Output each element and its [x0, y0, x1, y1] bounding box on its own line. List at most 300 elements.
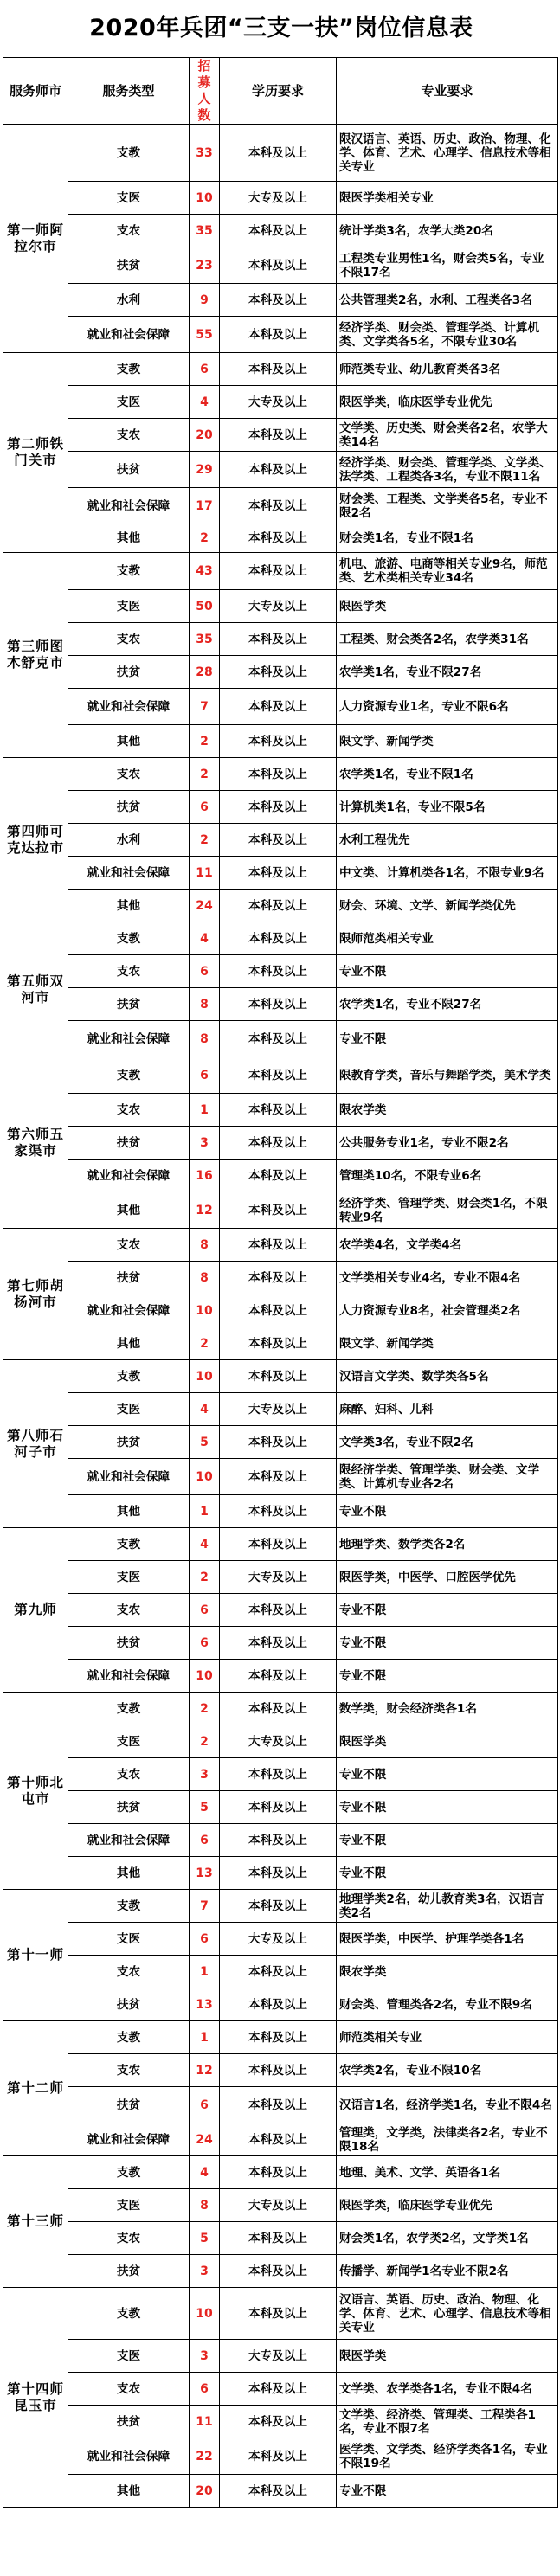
recruit-count-cell: 6	[190, 791, 220, 824]
recruit-count-cell: 1	[190, 1094, 220, 1127]
major-requirement-cell: 专业不限	[337, 1791, 558, 1824]
table-row	[3, 2288, 558, 2340]
education-cell: 大专及以上	[220, 386, 337, 419]
major-requirement-cell: 限医学类，中医学、护理学类各1名	[337, 1923, 558, 1956]
table-row	[3, 1824, 558, 1857]
recruit-count-cell: 4	[190, 1393, 220, 1426]
recruit-count-cell: 5	[190, 1791, 220, 1824]
recruit-count-cell: 4	[190, 2156, 220, 2189]
service-type-cell: 就业和社会保障	[68, 689, 190, 725]
table-row	[3, 2021, 558, 2054]
service-type-cell: 就业和社会保障	[68, 1160, 190, 1192]
table-row	[3, 1021, 558, 1057]
service-type-cell: 扶贫	[68, 1426, 190, 1459]
table-row	[3, 1393, 558, 1426]
education-cell: 本科及以上	[220, 857, 337, 890]
major-requirement-cell: 师范类相关专业	[337, 2021, 558, 2054]
service-type-cell: 支教	[68, 1693, 190, 1725]
recruit-count-cell: 6	[190, 1824, 220, 1857]
major-requirement-cell: 财会类、管理类各2名，专业不限9名	[337, 1988, 558, 2021]
service-type-cell: 支农	[68, 419, 190, 452]
recruit-count-cell: 28	[190, 656, 220, 689]
education-cell: 本科及以上	[220, 1660, 337, 1693]
service-type-cell: 支农	[68, 2222, 190, 2255]
recruit-count-cell: 6	[190, 955, 220, 988]
recruit-count-cell: 10	[190, 182, 220, 215]
table-row	[3, 656, 558, 689]
recruit-count-cell: 24	[190, 890, 220, 922]
education-cell: 本科及以上	[220, 2406, 337, 2438]
recruit-count-cell: 24	[190, 2123, 220, 2156]
service-type-cell: 扶贫	[68, 656, 190, 689]
education-cell: 本科及以上	[220, 2438, 337, 2475]
education-cell: 本科及以上	[220, 215, 337, 247]
table-row	[3, 689, 558, 725]
table-row	[3, 1956, 558, 1988]
education-cell: 本科及以上	[220, 125, 337, 182]
service-type-cell: 水利	[68, 824, 190, 857]
service-type-cell: 其他	[68, 1857, 190, 1890]
major-requirement-cell: 医学类、文学类、经济学类各1名，专业不限19名	[337, 2438, 558, 2475]
major-requirement-cell: 限医学类，临床医学专业优先	[337, 386, 558, 419]
education-cell: 本科及以上	[220, 2054, 337, 2087]
service-type-cell: 就业和社会保障	[68, 857, 190, 890]
service-type-cell: 支农	[68, 955, 190, 988]
education-cell: 本科及以上	[220, 2222, 337, 2255]
service-type-cell: 扶贫	[68, 2406, 190, 2438]
major-requirement-cell: 统计学类3名，农学大类20名	[337, 215, 558, 247]
recruit-count-cell: 4	[190, 1528, 220, 1561]
table-row	[3, 1160, 558, 1192]
table-row	[3, 725, 558, 758]
major-requirement-cell: 限教育学类，音乐与舞蹈学类，美术学类	[337, 1057, 558, 1094]
table-row	[3, 1262, 558, 1294]
table-body	[3, 125, 558, 2508]
recruit-count-cell: 3	[190, 2340, 220, 2373]
education-cell: 大专及以上	[220, 1725, 337, 1758]
education-cell: 大专及以上	[220, 590, 337, 623]
table-row	[3, 824, 558, 857]
education-cell: 本科及以上	[220, 553, 337, 590]
table-row	[3, 2406, 558, 2438]
education-cell: 本科及以上	[220, 2475, 337, 2508]
major-requirement-cell: 经济学类、财会类、管理学类、计算机类、文学类各5名，不限专业30名	[337, 317, 558, 353]
major-requirement-cell: 农学类1名，专业不限27名	[337, 988, 558, 1021]
table-row	[3, 1890, 558, 1923]
service-type-cell: 支教	[68, 353, 190, 386]
service-type-cell: 支医	[68, 590, 190, 623]
table-row	[3, 2438, 558, 2475]
service-type-cell: 扶贫	[68, 1627, 190, 1660]
service-type-cell: 扶贫	[68, 791, 190, 824]
service-type-cell: 就业和社会保障	[68, 1021, 190, 1057]
education-cell: 本科及以上	[220, 1791, 337, 1824]
service-type-cell: 扶贫	[68, 1127, 190, 1160]
recruit-count-cell: 2	[190, 824, 220, 857]
recruit-count-cell: 17	[190, 488, 220, 524]
service-type-cell: 其他	[68, 1327, 190, 1360]
service-type-cell: 支农	[68, 1229, 190, 1262]
recruit-count-cell: 3	[190, 2255, 220, 2288]
education-cell: 本科及以上	[220, 317, 337, 353]
service-type-cell: 其他	[68, 2475, 190, 2508]
education-cell: 本科及以上	[220, 1021, 337, 1057]
education-cell: 本科及以上	[220, 1426, 337, 1459]
education-cell: 本科及以上	[220, 1988, 337, 2021]
division-cell: 第七师胡杨河市	[3, 1229, 68, 1360]
header-type: 服务类型	[68, 58, 190, 125]
recruit-count-cell: 3	[190, 1758, 220, 1791]
education-cell: 本科及以上	[220, 1758, 337, 1791]
service-type-cell: 支教	[68, 1057, 190, 1094]
table-row	[3, 1094, 558, 1127]
table-row	[3, 1495, 558, 1528]
table-row	[3, 2054, 558, 2087]
table-row	[3, 353, 558, 386]
service-type-cell: 支教	[68, 553, 190, 590]
division-cell: 第八师石河子市	[3, 1360, 68, 1528]
education-cell: 本科及以上	[220, 1824, 337, 1857]
education-cell: 本科及以上	[220, 2087, 337, 2123]
table-row	[3, 284, 558, 317]
service-type-cell: 其他	[68, 725, 190, 758]
education-cell: 本科及以上	[220, 758, 337, 791]
recruit-count-cell: 29	[190, 452, 220, 488]
service-type-cell: 其他	[68, 890, 190, 922]
service-type-cell: 支医	[68, 1393, 190, 1426]
service-type-cell: 支农	[68, 1594, 190, 1627]
major-requirement-cell: 数学类，财会经济类各1名	[337, 1693, 558, 1725]
major-requirement-cell: 经济学类、财会类、管理学类、文学类、法学类、工程类各3名，专业不限11名	[337, 452, 558, 488]
education-cell: 本科及以上	[220, 452, 337, 488]
service-type-cell: 支教	[68, 1360, 190, 1393]
major-requirement-cell: 中文类、计算机类各1名，不限专业9名	[337, 857, 558, 890]
table-row	[3, 524, 558, 553]
division-cell: 第十四师昆玉市	[3, 2288, 68, 2508]
major-requirement-cell: 水利工程优先	[337, 824, 558, 857]
recruit-count-cell: 10	[190, 1459, 220, 1495]
major-requirement-cell: 传播学、新闻学1名专业不限2名	[337, 2255, 558, 2288]
major-requirement-cell: 专业不限	[337, 1495, 558, 1528]
division-cell: 第三师图木舒克市	[3, 553, 68, 758]
service-type-cell: 扶贫	[68, 988, 190, 1021]
table-row	[3, 955, 558, 988]
recruit-count-cell: 4	[190, 922, 220, 955]
education-cell: 本科及以上	[220, 1528, 337, 1561]
table-row	[3, 857, 558, 890]
service-type-cell: 扶贫	[68, 247, 190, 284]
service-type-cell: 扶贫	[68, 452, 190, 488]
table-row	[3, 1057, 558, 1094]
recruit-count-cell: 16	[190, 1160, 220, 1192]
service-type-cell: 支农	[68, 215, 190, 247]
service-type-cell: 支教	[68, 922, 190, 955]
major-requirement-cell: 文学类3名，专业不限2名	[337, 1426, 558, 1459]
major-requirement-cell: 麻醉、妇科、儿科	[337, 1393, 558, 1426]
table-row	[3, 2123, 558, 2156]
recruit-count-cell: 20	[190, 2475, 220, 2508]
table-row	[3, 1459, 558, 1495]
table-row	[3, 2373, 558, 2406]
education-cell: 本科及以上	[220, 656, 337, 689]
table-header-row	[3, 58, 558, 125]
service-type-cell: 支农	[68, 1758, 190, 1791]
table-row	[3, 1229, 558, 1262]
major-requirement-cell: 专业不限	[337, 2475, 558, 2508]
major-requirement-cell: 人力资源专业1名，专业不限6名	[337, 689, 558, 725]
service-type-cell: 就业和社会保障	[68, 2123, 190, 2156]
division-cell: 第九师	[3, 1528, 68, 1693]
recruit-count-cell: 1	[190, 1495, 220, 1528]
table-row	[3, 386, 558, 419]
recruit-count-cell: 50	[190, 590, 220, 623]
recruit-count-cell: 2	[190, 1327, 220, 1360]
table-row	[3, 1594, 558, 1627]
major-requirement-cell: 汉语言、英语、历史、政治、物理、化学、体育、艺术、心理学、信息技术等相关专业	[337, 2288, 558, 2340]
education-cell: 本科及以上	[220, 1327, 337, 1360]
service-type-cell: 支农	[68, 1956, 190, 1988]
table-row	[3, 2087, 558, 2123]
education-cell: 本科及以上	[220, 1057, 337, 1094]
education-cell: 本科及以上	[220, 2255, 337, 2288]
recruit-count-cell: 6	[190, 1594, 220, 1627]
education-cell: 本科及以上	[220, 890, 337, 922]
service-type-cell: 扶贫	[68, 2087, 190, 2123]
education-cell: 本科及以上	[220, 2156, 337, 2189]
recruit-count-cell: 5	[190, 2222, 220, 2255]
major-requirement-cell: 文学类、历史类、财会类各2名，农学大类14名	[337, 419, 558, 452]
table-row	[3, 1360, 558, 1393]
table-row	[3, 922, 558, 955]
table-row	[3, 2340, 558, 2373]
major-requirement-cell: 地理学类2名，幼儿教育类3名，汉语言类2名	[337, 1890, 558, 1923]
recruit-count-cell: 10	[190, 2288, 220, 2340]
recruit-count-cell: 55	[190, 317, 220, 353]
education-cell: 本科及以上	[220, 1627, 337, 1660]
service-type-cell: 支农	[68, 1094, 190, 1127]
education-cell: 大专及以上	[220, 2189, 337, 2222]
major-requirement-cell: 农学类4名，文学类4名	[337, 1229, 558, 1262]
table-row	[3, 623, 558, 656]
header-division: 服务师市	[3, 58, 68, 125]
service-type-cell: 支农	[68, 2054, 190, 2087]
education-cell: 本科及以上	[220, 955, 337, 988]
recruit-count-cell: 8	[190, 2189, 220, 2222]
major-requirement-cell: 地理、美术、文学、英语各1名	[337, 2156, 558, 2189]
recruit-count-cell: 7	[190, 689, 220, 725]
table-row	[3, 2255, 558, 2288]
division-cell: 第六师五家渠市	[3, 1057, 68, 1229]
table-row	[3, 1725, 558, 1758]
table-row	[3, 988, 558, 1021]
recruit-count-cell: 9	[190, 284, 220, 317]
service-type-cell: 支农	[68, 623, 190, 656]
education-cell: 本科及以上	[220, 1294, 337, 1327]
service-type-cell: 支农	[68, 758, 190, 791]
service-type-cell: 支医	[68, 386, 190, 419]
recruit-count-cell: 8	[190, 1021, 220, 1057]
recruit-count-cell: 10	[190, 1660, 220, 1693]
recruit-count-cell: 6	[190, 1057, 220, 1094]
major-requirement-cell: 专业不限	[337, 1824, 558, 1857]
recruit-count-cell: 10	[190, 1360, 220, 1393]
table-row	[3, 247, 558, 284]
major-requirement-cell: 公共服务专业1名，专业不限2名	[337, 1127, 558, 1160]
recruit-count-cell: 5	[190, 1426, 220, 1459]
recruit-count-cell: 13	[190, 1857, 220, 1890]
table-row	[3, 1426, 558, 1459]
service-type-cell: 扶贫	[68, 1791, 190, 1824]
table-row	[3, 1693, 558, 1725]
header-major: 专业要求	[337, 58, 558, 125]
major-requirement-cell: 限医学类	[337, 2340, 558, 2373]
major-requirement-cell: 财会类1名，农学类2名，文学类1名	[337, 2222, 558, 2255]
recruit-count-cell: 12	[190, 2054, 220, 2087]
recruit-count-cell: 7	[190, 1890, 220, 1923]
recruit-count-cell: 8	[190, 1262, 220, 1294]
division-cell: 第十二师	[3, 2021, 68, 2156]
major-requirement-cell: 管理类10名，不限专业6名	[337, 1160, 558, 1192]
table-row	[3, 1528, 558, 1561]
table-row	[3, 791, 558, 824]
major-requirement-cell: 文学类相关专业4名，专业不限4名	[337, 1262, 558, 1294]
service-type-cell: 支医	[68, 1725, 190, 1758]
service-type-cell: 就业和社会保障	[68, 2438, 190, 2475]
service-type-cell: 支教	[68, 1528, 190, 1561]
recruit-count-cell: 2	[190, 758, 220, 791]
recruit-count-cell: 35	[190, 215, 220, 247]
education-cell: 大专及以上	[220, 182, 337, 215]
division-cell: 第十三师	[3, 2156, 68, 2288]
division-cell: 第一师阿拉尔市	[3, 125, 68, 353]
major-requirement-cell: 农学类1名，专业不限27名	[337, 656, 558, 689]
major-requirement-cell: 限医学类	[337, 590, 558, 623]
education-cell: 本科及以上	[220, 247, 337, 284]
table-row	[3, 758, 558, 791]
table-row	[3, 1192, 558, 1229]
major-requirement-cell: 专业不限	[337, 1660, 558, 1693]
major-requirement-cell: 汉语言文学类、数学类各5名	[337, 1360, 558, 1393]
division-cell: 第十师北屯市	[3, 1693, 68, 1890]
major-requirement-cell: 工程类专业男性1名，财会类5名，专业不限17名	[337, 247, 558, 284]
service-type-cell: 支医	[68, 1923, 190, 1956]
major-requirement-cell: 工程类、财会类各2名，农学类31名	[337, 623, 558, 656]
recruit-count-cell: 13	[190, 1988, 220, 2021]
education-cell: 本科及以上	[220, 623, 337, 656]
recruit-count-cell: 1	[190, 2021, 220, 2054]
service-type-cell: 其他	[68, 1192, 190, 1229]
major-requirement-cell: 文学类、农学类各1名，专业不限4名	[337, 2373, 558, 2406]
major-requirement-cell: 限医学类，中医学、口腔医学优先	[337, 1561, 558, 1594]
major-requirement-cell: 专业不限	[337, 1857, 558, 1890]
major-requirement-cell: 限农学类	[337, 1956, 558, 1988]
education-cell: 本科及以上	[220, 1890, 337, 1923]
division-cell: 第四师可克达拉市	[3, 758, 68, 922]
recruit-count-cell: 2	[190, 524, 220, 553]
education-cell: 本科及以上	[220, 1127, 337, 1160]
major-requirement-cell: 限医学类	[337, 1725, 558, 1758]
education-cell: 本科及以上	[220, 1229, 337, 1262]
recruit-count-cell: 8	[190, 988, 220, 1021]
table-row	[3, 1627, 558, 1660]
education-cell: 本科及以上	[220, 1693, 337, 1725]
table-row	[3, 1294, 558, 1327]
major-requirement-cell: 限医学类，临床医学专业优先	[337, 2189, 558, 2222]
position-table	[3, 57, 558, 2508]
service-type-cell: 扶贫	[68, 1262, 190, 1294]
recruit-count-cell: 2	[190, 1725, 220, 1758]
recruit-count-cell: 6	[190, 1923, 220, 1956]
recruit-count-cell: 33	[190, 125, 220, 182]
major-requirement-cell: 汉语言1名，经济学类1名，专业不限4名	[337, 2087, 558, 2123]
service-type-cell: 就业和社会保障	[68, 488, 190, 524]
recruit-count-cell: 11	[190, 857, 220, 890]
major-requirement-cell: 限师范类相关专业	[337, 922, 558, 955]
major-requirement-cell: 地理学类、数学类各2名	[337, 1528, 558, 1561]
education-cell: 本科及以上	[220, 1192, 337, 1229]
recruit-count-cell: 35	[190, 623, 220, 656]
education-cell: 本科及以上	[220, 1262, 337, 1294]
recruit-count-cell: 2	[190, 725, 220, 758]
table-row	[3, 1561, 558, 1594]
recruit-count-cell: 2	[190, 1561, 220, 1594]
major-requirement-cell: 限文学、新闻学类	[337, 1327, 558, 1360]
division-cell: 第二师铁门关市	[3, 353, 68, 553]
table-row	[3, 2156, 558, 2189]
education-cell: 本科及以上	[220, 488, 337, 524]
service-type-cell: 其他	[68, 524, 190, 553]
service-type-cell: 支教	[68, 2156, 190, 2189]
page-title: 2020年兵团“三支一扶”岗位信息表	[89, 15, 473, 42]
service-type-cell: 支教	[68, 125, 190, 182]
division-cell: 第五师双河市	[3, 922, 68, 1057]
education-cell: 本科及以上	[220, 2021, 337, 2054]
table-row	[3, 590, 558, 623]
education-cell: 本科及以上	[220, 922, 337, 955]
education-cell: 大专及以上	[220, 1393, 337, 1426]
major-requirement-cell: 经济学类、管理学类、财会类1名，不限转业9名	[337, 1192, 558, 1229]
table-row	[3, 1857, 558, 1890]
table-row	[3, 1660, 558, 1693]
education-cell: 本科及以上	[220, 1857, 337, 1890]
service-type-cell: 其他	[68, 1495, 190, 1528]
major-requirement-cell: 限汉语言、英语、历史、政治、物理、化学、体育、艺术、心理学、信息技术等相关专业	[337, 125, 558, 182]
recruit-count-cell: 22	[190, 2438, 220, 2475]
table-row	[3, 317, 558, 353]
header-count: 招募人数	[190, 58, 220, 125]
service-type-cell: 支教	[68, 1890, 190, 1923]
service-type-cell: 就业和社会保障	[68, 1459, 190, 1495]
table-row	[3, 452, 558, 488]
service-type-cell: 支教	[68, 2288, 190, 2340]
recruit-count-cell: 2	[190, 1693, 220, 1725]
major-requirement-cell: 农学类1名，专业不限1名	[337, 758, 558, 791]
recruit-count-cell: 6	[190, 2373, 220, 2406]
table-row	[3, 215, 558, 247]
education-cell: 本科及以上	[220, 824, 337, 857]
major-requirement-cell: 人力资源专业8名，社会管理类2名	[337, 1294, 558, 1327]
education-cell: 本科及以上	[220, 1956, 337, 1988]
major-requirement-cell: 限文学、新闻学类	[337, 725, 558, 758]
recruit-count-cell: 6	[190, 2087, 220, 2123]
major-requirement-cell: 专业不限	[337, 955, 558, 988]
recruit-count-cell: 10	[190, 1294, 220, 1327]
recruit-count-cell: 4	[190, 386, 220, 419]
education-cell: 本科及以上	[220, 725, 337, 758]
education-cell: 本科及以上	[220, 2123, 337, 2156]
table-row	[3, 1327, 558, 1360]
recruit-count-cell: 20	[190, 419, 220, 452]
